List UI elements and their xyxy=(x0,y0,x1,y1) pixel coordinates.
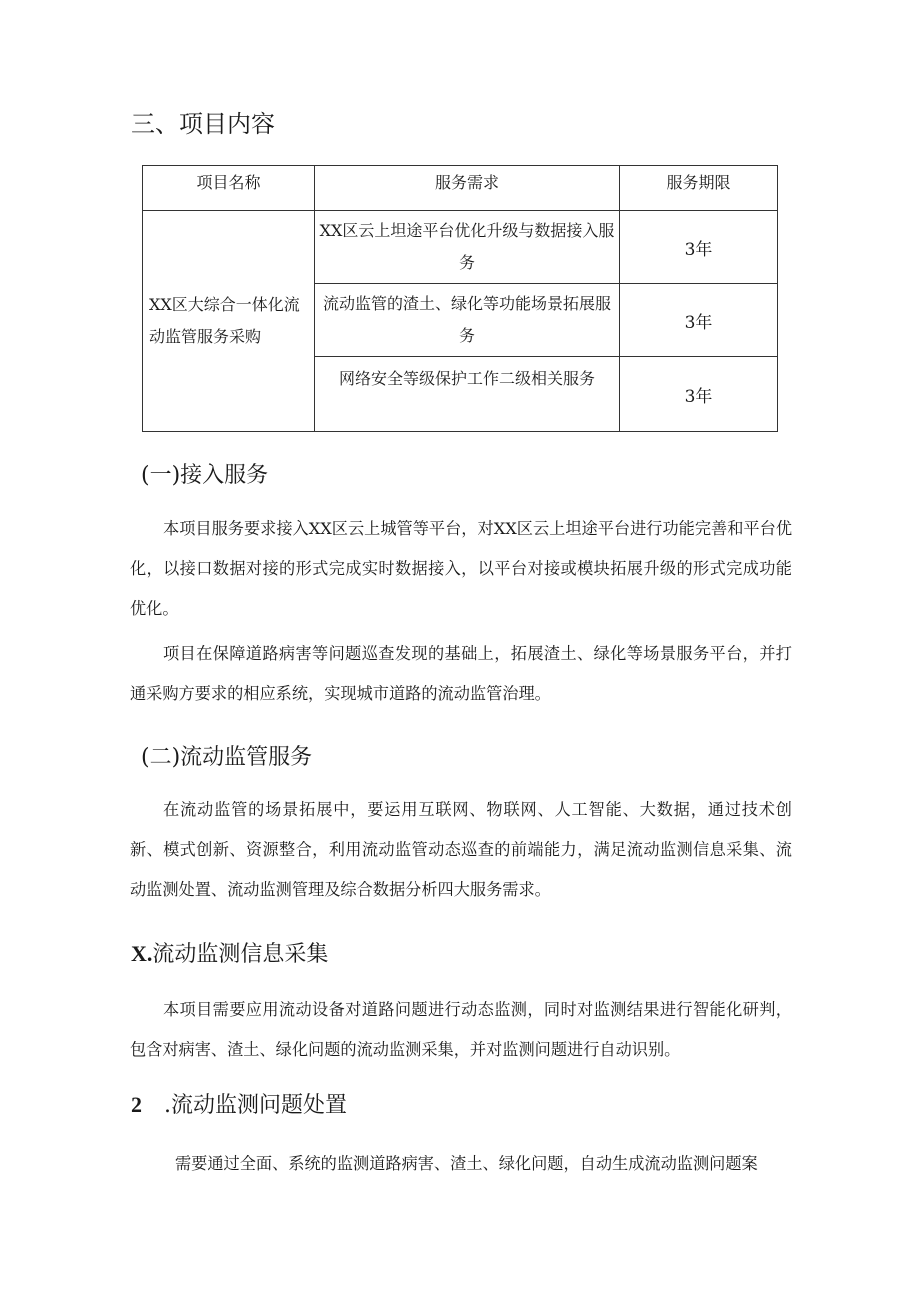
paragraph-info-collection: 本项目需要应用流动设备对道路问题进行动态监测，同时对监测结果进行智能化研判，包含对病害、渣土、绿化问题的流动监测采集，并对监测问题进行自动识别。 xyxy=(130,1000,792,1059)
paragraph-access-2: 项目在保障道路病害等问题巡查发现的基础上，拓展渣土、绿化等场景服务平台，并打通采购方要求的相应系统，实现城市道路的流动监管治理。 xyxy=(130,644,792,703)
service-need-cell: 网络安全等级保护工作二级相关服务 xyxy=(315,357,620,432)
paragraph-mobile-supervision: 在流动监管的场景拓展中，要运用互联网、物联网、人工智能、大数据，通过技术创新、模式创新、资源整合，利用流动监管动态巡查的前端能力，满足流动监测信息采集、流动监测处置、流动监测管理及综合数据分析四大服务需求。 xyxy=(130,800,792,899)
header-service-need: 服务需求 xyxy=(315,166,620,211)
project-name-cell: XX区大综合一体化流动监管服务采购 xyxy=(143,211,315,432)
service-period-cell: 3年 xyxy=(620,357,778,432)
subsection-title-access: (一)接入服务 xyxy=(141,463,269,488)
item-number: 2 xyxy=(131,1092,142,1117)
header-project-name: 项目名称 xyxy=(143,166,315,211)
item-heading-text: .流动监测问题处置 xyxy=(164,1093,347,1118)
project-table xyxy=(142,165,778,432)
service-period-cell: 3年 xyxy=(620,284,778,357)
item-title-info-collection xyxy=(131,937,328,968)
subsection-title-mobile-supervision: (二)流动监管服务 xyxy=(141,745,313,770)
item-number: X. xyxy=(131,941,153,966)
service-period-cell: 3年 xyxy=(620,211,778,284)
paragraph-access-1: 本项目服务要求接入XX区云上城管等平台，对XX区云上坦途平台进行功能完善和平台优化，以接口数据对接的形式完成实时数据接入，以平台对接或模块拓展升级的形式完成功能优化。 xyxy=(130,519,792,618)
service-need-cell: 流动监管的渣土、绿化等功能场景拓展服务 xyxy=(315,284,620,357)
section-title: 三、项目内容 xyxy=(131,110,275,138)
paragraph-problem-handling: 需要通过全面、系统的监测道路病害、渣土、绿化问题，自动生成流动监测问题案 xyxy=(175,1154,758,1173)
table-row xyxy=(143,211,778,284)
header-service-period: 服务期限 xyxy=(620,166,778,211)
item-title-problem-handling xyxy=(131,1088,347,1119)
table-header-row xyxy=(143,166,778,211)
item-heading-text: 流动监测信息采集 xyxy=(152,942,329,967)
service-need-cell: XX区云上坦途平台优化升级与数据接入服务 xyxy=(315,211,620,284)
